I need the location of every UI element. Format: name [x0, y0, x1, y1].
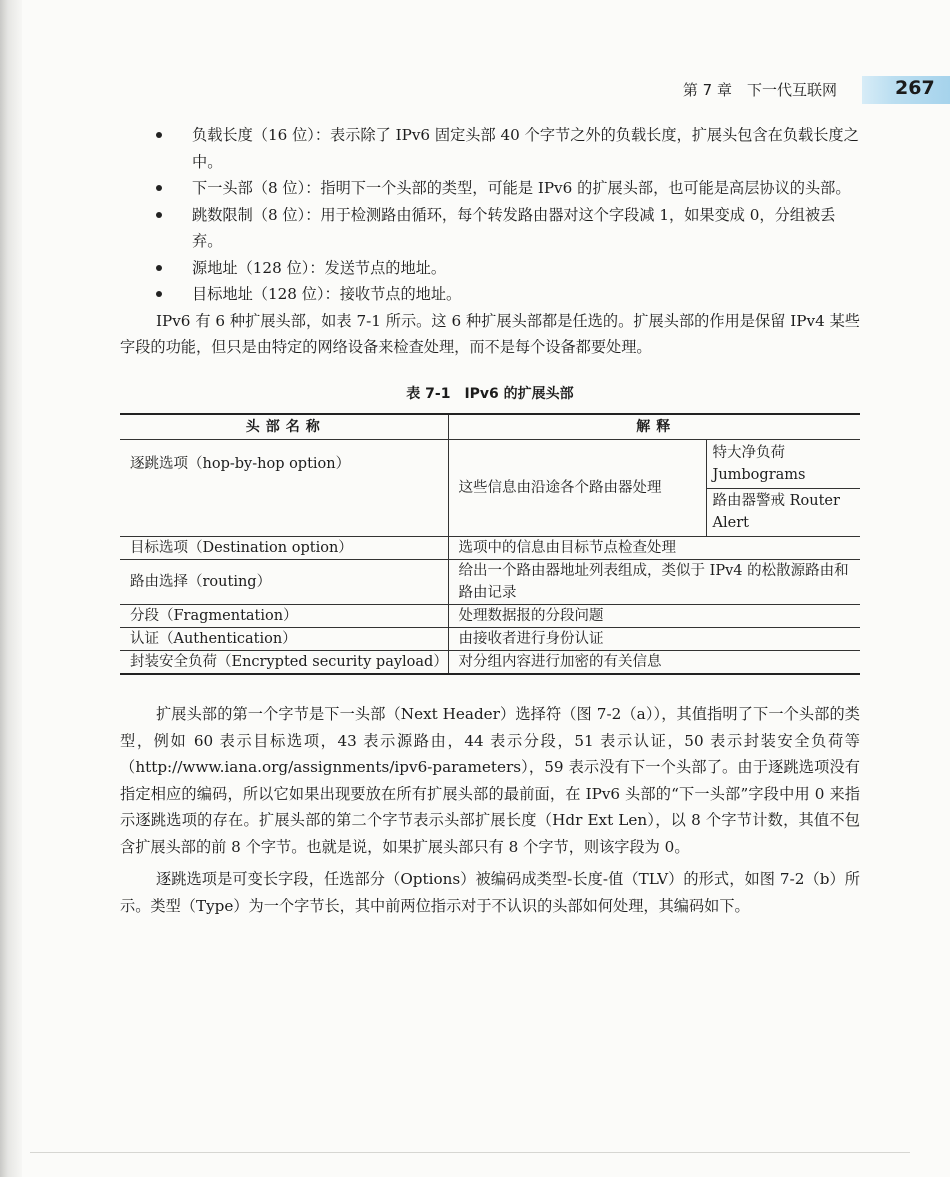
cell-hop-by-hop-explanation: 这些信息由沿途各个路由器处理 [448, 440, 706, 537]
bullet-icon [156, 212, 162, 218]
table-row [120, 605, 860, 628]
page-bottom-rule [30, 1152, 910, 1153]
table-row [120, 651, 860, 675]
table-header-row [120, 414, 860, 440]
running-header [0, 76, 950, 104]
cell-name: 认证（Authentication） [120, 628, 448, 651]
cell-router-alert: 路由器警戒 Router Alert [706, 488, 860, 537]
cell-explanation: 处理数据报的分段问题 [448, 605, 860, 628]
page-number: 267 [895, 77, 935, 99]
field-list [120, 122, 860, 308]
list-item: 下一头部（8 位）：指明下一个头部的类型，可能是 IPv6 的扩展头部，也可能是高层协议的头部。 [120, 175, 860, 202]
column-header-explanation: 解释 [448, 414, 860, 440]
cell-empty [120, 488, 448, 537]
list-item: 跳数限制（8 位）：用于检测路由循环，每个转发路由器对这个字段减 1，如果变成 0，分组被丢弃。 [120, 202, 860, 255]
list-item: 源地址（128 位）：发送节点的地址。 [120, 255, 860, 282]
bullet-icon [156, 291, 162, 297]
cell-explanation: 给出一个路由器地址列表组成，类似于 IPv4 的松散源路由和路由记录 [448, 560, 860, 605]
bullet-icon [156, 185, 162, 191]
cell-name: 分段（Fragmentation） [120, 605, 448, 628]
cell-hop-by-hop-name: 逐跳选项（hop-by-hop option） [120, 440, 448, 489]
chapter-title: 第 7 章 下一代互联网 [682, 81, 837, 99]
cell-name: 封装安全负荷（Encrypted security payload） [120, 651, 448, 675]
table-row [120, 628, 860, 651]
cell-jumbograms: 特大净负荷 Jumbograms [706, 440, 860, 489]
paragraph-next-header: 扩展头部的第一个字节是下一头部（Next Header）选择符（图 7-2（a）），其值指明了下一个头部的类型，例如 60 表示目标选项，43 表示源路由，44 表示分段，51 表示认证，50 表示封装安全负荷等（http://www.iana.org/assignments/ipv6-parameters），59 表示没有下一个头部了。由于逐跳选项没有指定相应的编码，所以它如果出现要放在所有扩展头部的最前面，在 IPv6 头部的“下一头部”字段中用 0 来指示逐跳选项的存在。扩展头部的第二个字节表示头部扩展长度（Hdr Ext Len），以 8 个字节计数，其值不包含扩展头部的前 8 个字节。也就是说，如果扩展头部只有 8 个字节，则该字段为 0。 [120, 705, 860, 856]
table-caption: 表 7-1 IPv6 的扩展头部 [406, 385, 574, 402]
page-body [120, 122, 860, 919]
table-row [120, 440, 860, 489]
body-text [120, 701, 860, 919]
cell-explanation: 由接收者进行身份认证 [448, 628, 860, 651]
extension-header-table [120, 413, 860, 675]
cell-explanation: 对分组内容进行加密的有关信息 [448, 651, 860, 675]
cell-explanation: 选项中的信息由目标节点检查处理 [448, 537, 860, 560]
cell-name: 目标选项（Destination option） [120, 537, 448, 560]
cell-name: 路由选择（routing） [120, 560, 448, 605]
page-edge-shadow [0, 0, 22, 1177]
table-row [120, 560, 860, 605]
column-header-name: 头部名称 [120, 414, 448, 440]
paragraph-hop-by-hop: 逐跳选项是可变长字段，任选部分（Options）被编码成类型-长度-值（TLV）的形式，如图 7-2（b）所示。类型（Type）为一个字节长，其中前两位指示对于不认识的头部如何处理，其编码如下。 [120, 870, 860, 915]
list-item: 负载长度（16 位）：表示除了 IPv6 固定头部 40 个字节之外的负载长度，扩展头包含在负载长度之中。 [120, 122, 860, 175]
bullet-icon [156, 132, 162, 138]
bullet-icon [156, 265, 162, 271]
table-row [120, 537, 860, 560]
list-item: 目标地址（128 位）：接收节点的地址。 [120, 281, 860, 308]
intro-paragraph: IPv6 有 6 种扩展头部，如表 7-1 所示。这 6 种扩展头部都是任选的。扩展头部的作用是保留 IPv4 某些字段的功能，但只是由特定的网络设备来检查处理，而不是每个设备都要处理。 [120, 311, 860, 356]
